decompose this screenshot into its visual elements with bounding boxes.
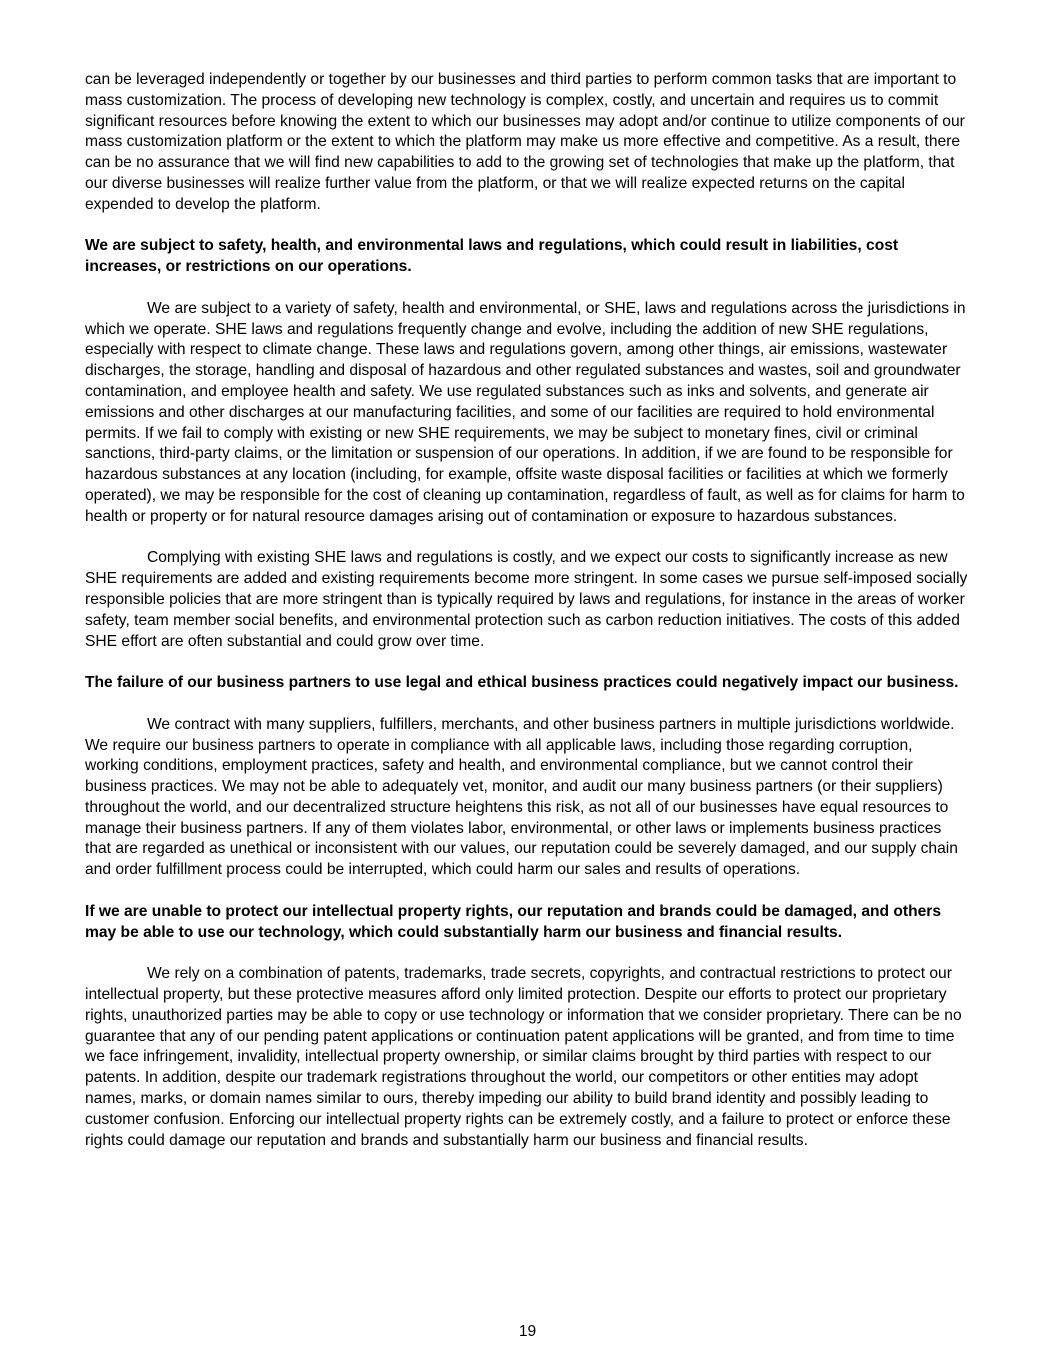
section-heading: If we are unable to protect our intellectual property rights, our reputation and brands could be damaged, and others may be able to use our technology, which could substantially harm our business and financial results.: [85, 902, 942, 941]
section-heading: The failure of our business partners to use legal and ethical business practices could negatively impact our business.: [85, 674, 959, 692]
section-intellectual-property: [85, 902, 970, 1152]
body-paragraph: We are subject to a variety of safety, health and environmental, or SHE, laws and regulations across the jurisdictions in which we operate. SHE laws and regulations frequently change and evolve, including the addition of new SHE regulations, especially with respect to climate change. These laws and regulations govern, among other things, air emissions, wastewater discharges, the storage, handling and disposal of hazardous and other regulated substances and wastes, soil and groundwater contamination, and employee health and safety. We use regulated substances such as inks and solvents, and generate air emissions and other discharges at our manufacturing facilities, and some of our facilities are required to hold environmental permits. If we fail to comply with existing or new SHE requirements, we may be subject to monetary fines, civil or criminal sanctions, third-party claims, or the limitation or suspension of our operations. In addition, if we are found to be responsible for hazardous substances at any location (including, for example, offsite waste disposal facilities or facilities at which we formerly operated), we may be responsible for the cost of cleaning up contamination, regardless of fault, as well as for claims for harm to health or property or for natural resource damages arising out of contamination or exposure to hazardous substances.: [85, 299, 966, 525]
body-paragraph: We rely on a combination of patents, trademarks, trade secrets, copyrights, and contractual restrictions to protect our intellectual property, but these protective measures afford only limited protection. Despite our efforts to protect our proprietary rights, unauthorized parties may be able to copy or use technology or information that we consider proprietary. There can be no guarantee that any of our pending patent applications or continuation patent applications will be granted, and from time to time we face infringement, invalidity, intellectual property ownership, or similar claims brought by third parties with respect to our patents. In addition, despite our trademark registrations throughout the world, our competitors or other entities may adopt names, marks, or domain names similar to ours, thereby impeding our ability to build brand identity and possibly leading to customer confusion. Enforcing our intellectual property rights can be extremely costly, and a failure to protect or enforce these rights could damage our reputation and brands and substantially harm our business and financial results.: [85, 965, 962, 1149]
section-she-laws: [85, 236, 970, 652]
section-heading: We are subject to safety, health, and environmental laws and regulations, which could result in liabilities, cost increases, or restrictions on our operations.: [85, 237, 899, 276]
section-business-partners: [85, 673, 970, 881]
continued-paragraph: can be leveraged independently or together by our businesses and third parties to perform common tasks that are important to mass customization. The process of developing new technology is complex, costly, and uncertain and requires us to commit significant resources before knowing the extent to which our businesses may adopt and/or continue to utilize components of our mass customization platform or the extent to which the platform may make us more effective and competitive. As a result, there can be no assurance that we will find new capabilities to add to the growing set of technologies that make up the platform, that our diverse businesses will realize further value from the platform, or that we will realize expected returns on the capital expended to develop the platform.: [85, 71, 965, 213]
page-number: 19: [518, 1323, 537, 1340]
body-paragraph: Complying with existing SHE laws and regulations is costly, and we expect our costs to significantly increase as new SHE requirements are added and existing requirements become more stringent. In some cases we pursue self-imposed socially responsible policies that are more stringent than is typically required by laws and regulations, for instance in the areas of worker safety, team member social benefits, and environmental protection such as carbon reduction initiatives. The costs of this added SHE effort are often substantial and could grow over time.: [85, 549, 968, 650]
document-page: [85, 70, 970, 1172]
body-paragraph: We contract with many suppliers, fulfillers, merchants, and other business partners in multiple jurisdictions worldwide. We require our business partners to operate in compliance with all applicable laws, including those regarding corruption, working conditions, employment practices, safety and health, and environmental compliance, but we cannot control their business practices. We may not be able to adequately vet, monitor, and audit our many business partners (or their suppliers) throughout the world, and our decentralized structure heightens this risk, as not all of our businesses have equal resources to manage their business partners. If any of them violates labor, environmental, or other laws or implements business practices that are regarded as unethical or inconsistent with our values, our reputation could be severely damaged, and our supply chain and order fulfillment process could be interrupted, which could harm our sales and results of operations.: [85, 715, 958, 879]
